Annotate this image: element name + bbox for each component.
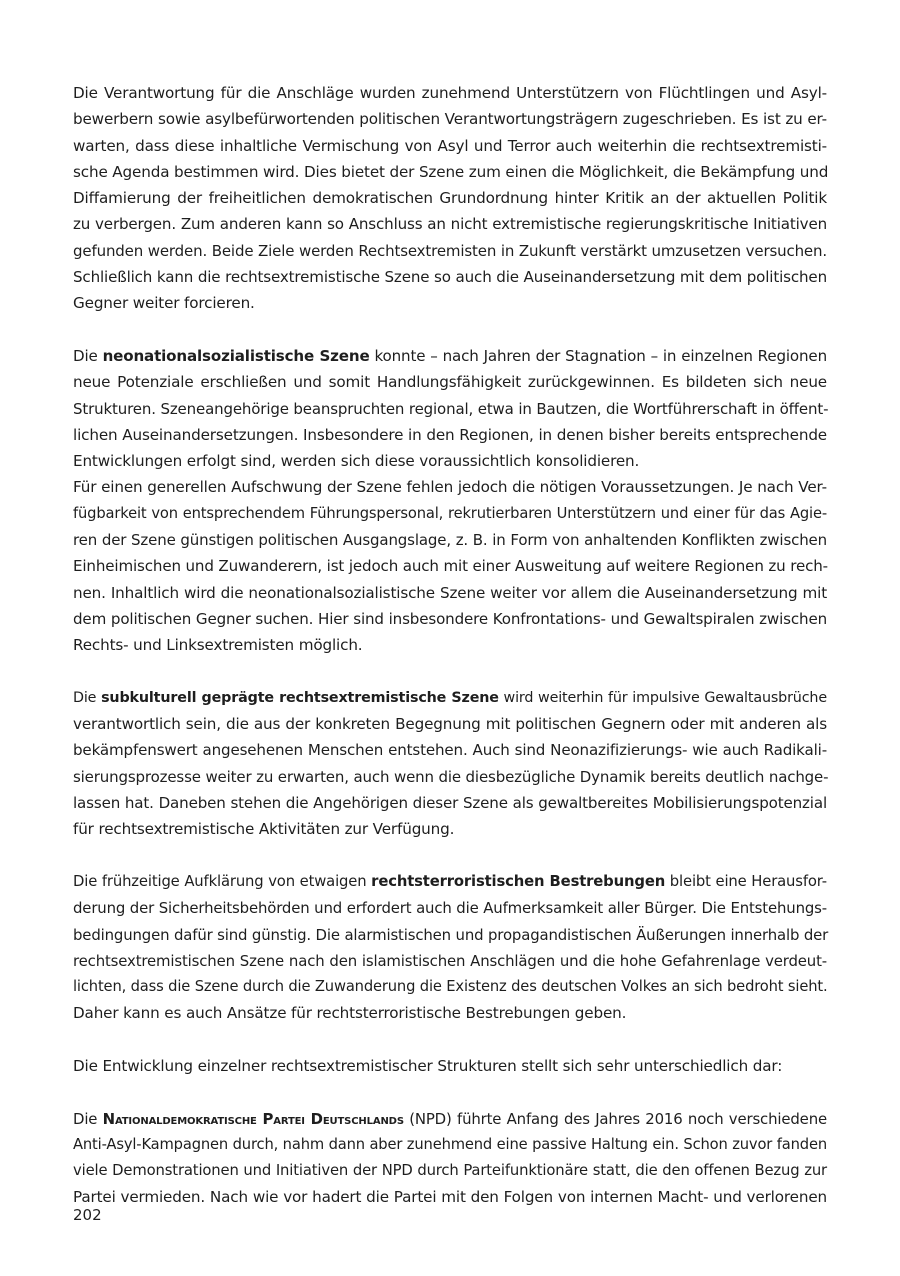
- text-line: bedingungen dafür sind günstig. Die alarmistischen und propagandistischen Äußerungen innerhalb der: [73, 925, 829, 944]
- text-line: bewerbern sowie asylbefürwortenden politischen Verantwortungsträgern zugeschrieben. Es ist zu er-: [73, 110, 827, 129]
- text-line: sierungsprozesse weiter zu erwarten, auch wenn die diesbezügliche Dynamik bereits deutlich nachge-: [73, 767, 829, 786]
- document-body: [73, 80, 827, 1211]
- text-line: warten, dass diese inhaltliche Vermischung von Asyl und Terror auch weiterhin die rechtsextremisti-: [73, 136, 827, 155]
- paragraph-neonationalsozialistische-szene: [73, 343, 827, 659]
- text-line: Rechts- und Linksextremisten möglich.: [73, 636, 363, 655]
- text-line: rechtsextremistischen Szene nach den islamistischen Anschlägen und die hohe Gefahrenlage verdeut-: [73, 951, 827, 970]
- bold-term: rechtsterroristischen Bestrebungen: [371, 872, 666, 890]
- bold-term: neonationalsozialistische Szene: [102, 346, 370, 365]
- text-line: lassen hat. Daneben stehen die Angehörigen dieser Szene als gewaltbereites Mobilisierungspotenzial: [73, 794, 827, 813]
- text-line: viele Demonstrationen und Initiativen der NPD durch Parteifunktionäre statt, die den offenen Bezug zur: [73, 1162, 827, 1180]
- text-line: Die frühzeitige Aufklärung von etwaigen rechtsterroristischen Bestrebungen bleibt eine Herausfor-: [73, 872, 827, 890]
- page-number: 202: [73, 1206, 102, 1224]
- text-line: derung der Sicherheitsbehörden und erfordert auch die Aufmerksamkeit aller Bürger. Die Entstehungs-: [73, 899, 827, 918]
- paragraph-subkulturelle-szene: [73, 685, 827, 843]
- text-line: Die Entwicklung einzelner rechtsextremistischer Strukturen stellt sich sehr unterschiedlich dar:: [73, 1056, 783, 1075]
- text-line: nen. Inhaltlich wird die neonationalsozialistische Szene weiter vor allem die Auseinandersetzung mit: [73, 583, 827, 602]
- text-line: Diffamierung der freiheitlichen demokratischen Grundordnung hinter Kritik an der aktuellen Politik: [73, 189, 827, 208]
- text-line: Die Verantwortung für die Anschläge wurden zunehmend Unterstützern von Flüchtlingen und Asyl-: [73, 84, 827, 102]
- text-line: Daher kann es auch Ansätze für rechtsterroristische Bestrebungen geben.: [73, 1004, 627, 1023]
- text-line: verantwortlich sein, die aus der konkreten Begegnung mit politischen Gegnern oder mit anderen als: [73, 715, 827, 734]
- text-line: für rechtsextremistische Aktivitäten zur Verfügung.: [73, 820, 455, 839]
- party-name: Nationaldemokratische Partei Deutschlands: [102, 1109, 404, 1128]
- text-line: neue Potenziale erschließen und somit Handlungsfähigkeit zurückgewinnen. Es bildeten sich neue: [73, 373, 827, 392]
- text-line: zu verbergen. Zum anderen kann so Anschluss an nicht extremistische regierungskritische Initiativen: [73, 215, 827, 234]
- text-line: Anti-Asyl-Kampagnen durch, nahm dann aber zunehmend eine passive Haltung ein. Schon zuvor fanden: [73, 1135, 827, 1153]
- text-line: Strukturen. Szeneangehörige beanspruchten regional, etwa in Bautzen, die Wortführerschaft in öffent-: [73, 399, 829, 418]
- text-line: Schließlich kann die rechtsextremistische Szene so auch die Auseinandersetzung mit dem politischen: [73, 268, 827, 287]
- paragraph-npd: [73, 1106, 827, 1211]
- text-line: Die Nationaldemokratische Partei Deutschlands (NPD) führte Anfang des Jahres 2016 noch verschiedene: [73, 1109, 827, 1128]
- text-line: ren der Szene günstigen politischen Ausgangslage, z. B. in Form von anhaltenden Konflikten zwischen: [73, 531, 827, 550]
- text-line: gefunden werden. Beide Ziele werden Rechtsextremisten in Zukunft verstärkt umzusetzen versuchen.: [73, 241, 827, 260]
- text-line: Einheimischen und Zuwanderern, ist jedoch auch mit einer Ausweitung auf weitere Regionen zu rech-: [73, 557, 828, 576]
- text-line: fügbarkeit von entsprechendem Führungspersonal, rekrutierbaren Unterstützern und einer für das Agie-: [73, 504, 827, 522]
- paragraph-rechtsterrorismus: [73, 869, 827, 1027]
- text-line: bekämpfenswert angesehenen Menschen entstehen. Auch sind Neonazifizierungs- wie auch Radikali-: [73, 741, 827, 760]
- text-line: Partei vermieden. Nach wie vor hadert die Partei mit den Folgen von internen Macht- und verlorenen: [73, 1188, 827, 1207]
- paragraph-strukturen: [73, 1053, 827, 1079]
- text-line: lichten, dass die Szene durch die Zuwanderung die Existenz des deutschen Volkes an sich bedroht sieht.: [73, 978, 828, 996]
- bold-term: subkulturell geprägte rechtsextremistische Szene: [101, 689, 499, 706]
- text-line: sche Agenda bestimmen wird. Dies bietet der Szene zum einen die Möglichkeit, die Bekämpfung und: [73, 162, 829, 181]
- text-line: Für einen generellen Aufschwung der Szene fehlen jedoch die nötigen Voraussetzungen. Je nach Ver-: [73, 478, 827, 497]
- text-line: Die neonationalsozialistische Szene konnte – nach Jahren der Stagnation – in einzelnen Regionen: [73, 346, 827, 365]
- text-line: Entwicklungen erfolgt sind, werden sich diese voraussichtlich konsolidieren.: [73, 452, 640, 471]
- text-line: Die subkulturell geprägte rechtsextremistische Szene wird weiterhin für impulsive Gewaltausbrüche: [73, 689, 827, 706]
- paragraph-asyl-terror: [73, 80, 827, 317]
- text-line: dem politischen Gegner suchen. Hier sind insbesondere Konfrontations- und Gewaltspiralen zwischen: [73, 609, 827, 628]
- text-line: Gegner weiter forcieren.: [73, 294, 255, 313]
- text-line: lichen Auseinandersetzungen. Insbesondere in den Regionen, in denen bisher bereits entsprechende: [73, 425, 827, 444]
